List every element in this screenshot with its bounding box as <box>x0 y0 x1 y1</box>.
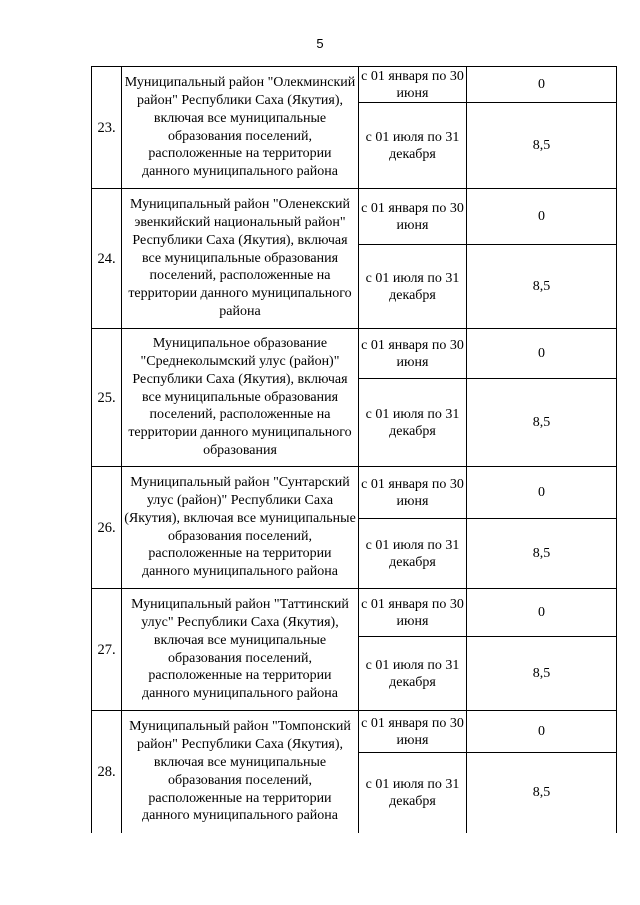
page-number: 5 <box>316 36 324 51</box>
area-name: Муниципальный район "Оленекский эвенкийский национальный район" Республики Саха (Якутия), включая все муниципальные образования поселений, расположенные на территории данного муниципального района <box>122 189 359 329</box>
area-name: Муниципальный район "Томпонский район" Республики Саха (Якутия), включая все муниципальные образования поселений, расположенные на территории данного муниципального района <box>122 711 359 833</box>
period-cell: с 01 января по 30 июня <box>359 589 467 637</box>
row-number: 27. <box>92 589 122 711</box>
row-number: 23. <box>92 67 122 189</box>
rate-cell: 8,5 <box>467 379 617 467</box>
period-cell: с 01 июля по 31 декабря <box>359 519 467 589</box>
area-name: Муниципальный район "Таттинский улус" Республики Саха (Якутия), включая все муниципальные образования поселений, расположенные на территории данного муниципального района <box>122 589 359 711</box>
rate-cell: 0 <box>467 329 617 379</box>
period-cell: с 01 января по 30 июня <box>359 467 467 519</box>
area-name: Муниципальное образование "Среднеколымский улус (район)" Республики Саха (Якутия), включая все муниципальные образования поселений, расположенные на территории данного муниципального образования <box>122 329 359 467</box>
row-number: 24. <box>92 189 122 329</box>
area-name: Муниципальный район "Сунтарский улус (район)" Республики Саха (Якутия), включая все муниципальные образования поселений, расположенные на территории данного муниципального района <box>122 467 359 589</box>
period-cell: с 01 июля по 31 декабря <box>359 245 467 329</box>
table-row <box>92 589 617 637</box>
table-row <box>92 189 617 245</box>
rate-cell: 8,5 <box>467 103 617 189</box>
period-cell: с 01 июля по 31 декабря <box>359 637 467 711</box>
rate-cell: 8,5 <box>467 519 617 589</box>
rate-cell: 0 <box>467 67 617 103</box>
row-number: 28. <box>92 711 122 833</box>
table-row <box>92 467 617 519</box>
rate-cell: 8,5 <box>467 637 617 711</box>
row-number: 26. <box>92 467 122 589</box>
area-name: Муниципальный район "Олекминский район" Республики Саха (Якутия), включая все муниципальные образования поселений, расположенные на территории данного муниципального района <box>122 67 359 189</box>
table-row <box>92 329 617 379</box>
table-row <box>92 67 617 103</box>
rate-cell: 0 <box>467 189 617 245</box>
period-cell: с 01 июля по 31 декабря <box>359 753 467 833</box>
rate-cell: 0 <box>467 711 617 753</box>
period-cell: с 01 января по 30 июня <box>359 711 467 753</box>
rate-cell: 0 <box>467 467 617 519</box>
period-cell: с 01 января по 30 июня <box>359 189 467 245</box>
period-cell: с 01 января по 30 июня <box>359 67 467 103</box>
rate-cell: 8,5 <box>467 245 617 329</box>
rates-table <box>91 66 617 833</box>
rate-cell: 8,5 <box>467 753 617 833</box>
period-cell: с 01 января по 30 июня <box>359 329 467 379</box>
rate-cell: 0 <box>467 589 617 637</box>
period-cell: с 01 июля по 31 декабря <box>359 379 467 467</box>
period-cell: с 01 июля по 31 декабря <box>359 103 467 189</box>
table-row <box>92 711 617 753</box>
row-number: 25. <box>92 329 122 467</box>
